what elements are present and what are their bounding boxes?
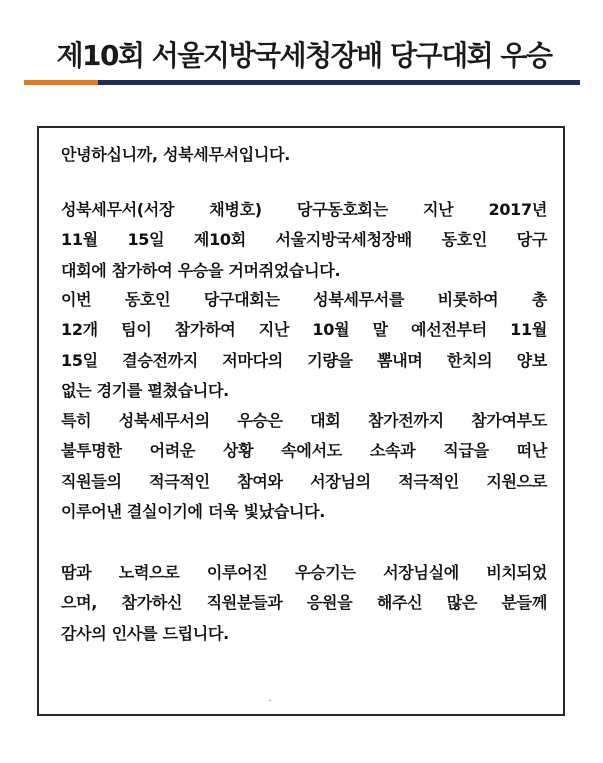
page-title: 제10회 서울지방국세청장배 당구대회 우승	[56, 39, 552, 72]
paragraph-line: 11월 15일 제10회 서울지방국세청장배 동호인 당구	[61, 230, 547, 250]
letter-box	[37, 126, 565, 716]
paragraph-line: 땀과 노력으로 이루어진 우승기는 서장님실에 비치되었	[61, 563, 547, 582]
paragraph-line: 특히 성북세무서의 우승은 대회 참가전까지 참가여부도	[61, 411, 547, 430]
title-underline	[24, 80, 580, 85]
paragraph-line: 이번 동호인 당구대회는 성북세무서를 비롯하여 총	[61, 290, 547, 309]
paragraph-2	[61, 285, 547, 407]
paragraph-line: 감사의 인사를 드립니다.	[61, 623, 229, 643]
paragraph-line: 직원들의 적극적인 참여와 서장님의 적극적인 지원으로	[61, 471, 547, 491]
paragraph-line: 이루어낸 결실이기에 더욱 빛났습니다.	[61, 502, 326, 522]
paragraph-line: 15일 결승전까지 저마다의 기량을 뽐내며 한치의 양보	[61, 350, 547, 370]
paragraph-line: 으며, 참가하신 직원분들과 응원을 해주신 많은 분들께	[61, 593, 547, 613]
paragraph-line: 대회에 참가하여 우승을 거머쥐었습니다.	[61, 260, 341, 280]
paragraph-line: 불투명한 어려운 상황 속에서도 소속과 직급을 떠난	[61, 441, 547, 461]
paragraph-4	[61, 558, 547, 649]
title-underline-accent	[24, 80, 98, 85]
paragraph-1	[61, 195, 547, 286]
paragraph-line: 없는 경기를 펼쳤습니다.	[61, 381, 229, 401]
paragraph-3	[61, 406, 547, 528]
title-underline-bar	[98, 80, 580, 85]
scan-speck: •	[268, 697, 273, 705]
greeting: 안녕하십니까, 성북세무서입니다.	[61, 145, 291, 164]
paragraph-line: 12개 팀이 참가하여 지난 10월 말 예선전부터 11월	[61, 320, 547, 340]
paragraph-line: 성북세무서(서장 채병호) 당구동호회는 지난 2017년	[61, 200, 547, 219]
